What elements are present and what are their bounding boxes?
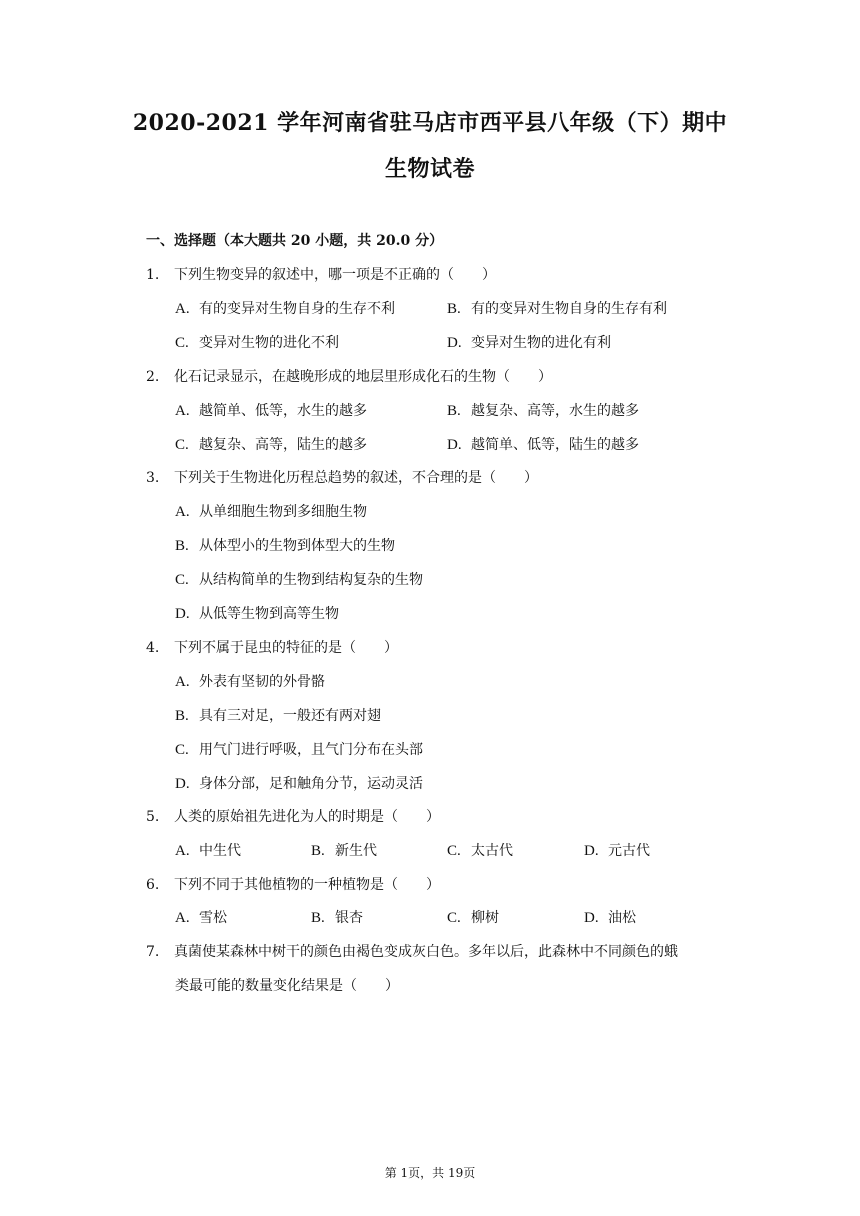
option-2a	[175, 400, 367, 420]
option-letter: A.	[175, 674, 190, 690]
option-4b	[175, 705, 381, 725]
option-text: 从结构简单的生物到结构复杂的生物	[199, 572, 423, 588]
option-4c	[175, 739, 423, 759]
question-7	[146, 941, 678, 961]
option-2c	[175, 434, 367, 454]
option-text: 从单细胞生物到多细胞生物	[199, 504, 367, 520]
option-letter: C.	[447, 910, 461, 926]
option-5d	[584, 840, 650, 860]
option-text: 越复杂、高等，水生的越多	[471, 403, 639, 419]
option-text: 具有三对足，一般还有两对翅	[199, 708, 381, 724]
option-letter: A.	[175, 843, 190, 859]
question-stem-continued: 类最可能的数量变化结果是（ ）	[175, 978, 399, 994]
question-number: 6.	[146, 877, 160, 893]
option-letter: C.	[175, 437, 189, 453]
option-letter: B.	[447, 301, 461, 317]
option-text: 银杏	[335, 910, 363, 926]
question-number: 4.	[146, 640, 160, 656]
question-stem: 下列不同于其他植物的一种植物是（ ）	[174, 877, 440, 893]
option-letter: A.	[175, 910, 190, 926]
option-2b	[447, 400, 639, 420]
question-number: 2.	[146, 369, 160, 385]
question-6	[146, 874, 440, 894]
option-letter: D.	[175, 606, 190, 622]
option-letter: B.	[447, 403, 461, 419]
option-text: 越复杂、高等，陆生的越多	[199, 437, 367, 453]
option-5b	[311, 840, 377, 860]
option-text: 身体分部，足和触角分节，运动灵活	[199, 776, 423, 792]
option-text: 变异对生物的进化有利	[471, 335, 611, 351]
option-text: 外表有坚韧的外骨骼	[199, 674, 325, 690]
option-letter: D.	[175, 776, 190, 792]
option-letter: B.	[311, 843, 325, 859]
question-stem: 下列不属于昆虫的特征的是（ ）	[174, 640, 398, 656]
option-1d	[447, 332, 611, 352]
option-letter: C.	[447, 843, 461, 859]
question-stem: 下列生物变异的叙述中，哪一项是不正确的（ ）	[174, 267, 496, 283]
option-text: 太古代	[471, 843, 513, 859]
option-letter: C.	[175, 572, 189, 588]
option-text: 元古代	[608, 843, 650, 859]
option-1b	[447, 298, 667, 318]
option-6d	[584, 907, 636, 927]
page-title-line-1: 2020-2021 学年河南省驻马店市西平县八年级（下）期中	[132, 110, 728, 136]
option-text: 从体型小的生物到体型大的生物	[199, 538, 395, 554]
option-letter: D.	[447, 335, 462, 351]
option-letter: D.	[447, 437, 462, 453]
question-5	[146, 806, 440, 826]
question-number: 1.	[146, 267, 160, 283]
question-number: 5.	[146, 809, 160, 825]
option-4d	[175, 773, 423, 793]
option-text: 越简单、低等，陆生的越多	[471, 437, 639, 453]
option-text: 有的变异对生物自身的生存有利	[471, 301, 667, 317]
question-number: 7.	[146, 944, 160, 960]
question-stem: 化石记录显示，在越晚形成的地层里形成化石的生物（ ）	[174, 369, 552, 385]
question-stem: 真菌使某森林中树干的颜色由褐色变成灰白色。多年以后，此森林中不同颜色的蛾	[174, 944, 678, 960]
option-text: 油松	[608, 910, 636, 926]
option-letter: D.	[584, 910, 599, 926]
option-letter: C.	[175, 335, 189, 351]
option-text: 雪松	[199, 910, 227, 926]
option-3a	[175, 501, 367, 521]
option-letter: D.	[584, 843, 599, 859]
option-letter: A.	[175, 504, 190, 520]
question-2	[146, 366, 552, 386]
option-6a	[175, 907, 227, 927]
option-letter: C.	[175, 742, 189, 758]
question-1	[146, 264, 496, 284]
option-5a	[175, 840, 241, 860]
option-letter: B.	[311, 910, 325, 926]
option-3d	[175, 603, 339, 623]
option-letter: B.	[175, 538, 189, 554]
question-number: 3.	[146, 470, 160, 486]
option-text: 有的变异对生物自身的生存不利	[199, 301, 395, 317]
option-5c	[447, 840, 513, 860]
option-2d	[447, 434, 639, 454]
option-letter: A.	[175, 301, 190, 317]
question-stem: 下列关于生物进化历程总趋势的叙述，不合理的是（ ）	[174, 470, 538, 486]
option-6b	[311, 907, 363, 927]
option-4a	[175, 671, 325, 691]
option-3b	[175, 535, 395, 555]
option-text: 越简单、低等，水生的越多	[199, 403, 367, 419]
option-text: 中生代	[199, 843, 241, 859]
page-footer: 第 1页，共 19页	[384, 1166, 476, 1180]
option-6c	[447, 907, 499, 927]
question-stem: 人类的原始祖先进化为人的时期是（ ）	[174, 809, 440, 825]
option-text: 变异对生物的进化不利	[199, 335, 339, 351]
section-heading: 一、选择题（本大题共 20 小题，共 20.0 分）	[146, 233, 444, 249]
option-text: 用气门进行呼吸，且气门分布在头部	[199, 742, 423, 758]
option-text: 新生代	[335, 843, 377, 859]
question-3	[146, 467, 538, 487]
option-text: 柳树	[471, 910, 499, 926]
option-text: 从低等生物到高等生物	[199, 606, 339, 622]
option-letter: B.	[175, 708, 189, 724]
option-3c	[175, 569, 423, 589]
question-4	[146, 637, 398, 657]
option-1c	[175, 332, 339, 352]
page-title-line-2: 生物试卷	[384, 156, 475, 182]
option-letter: A.	[175, 403, 190, 419]
option-1a	[175, 298, 395, 318]
